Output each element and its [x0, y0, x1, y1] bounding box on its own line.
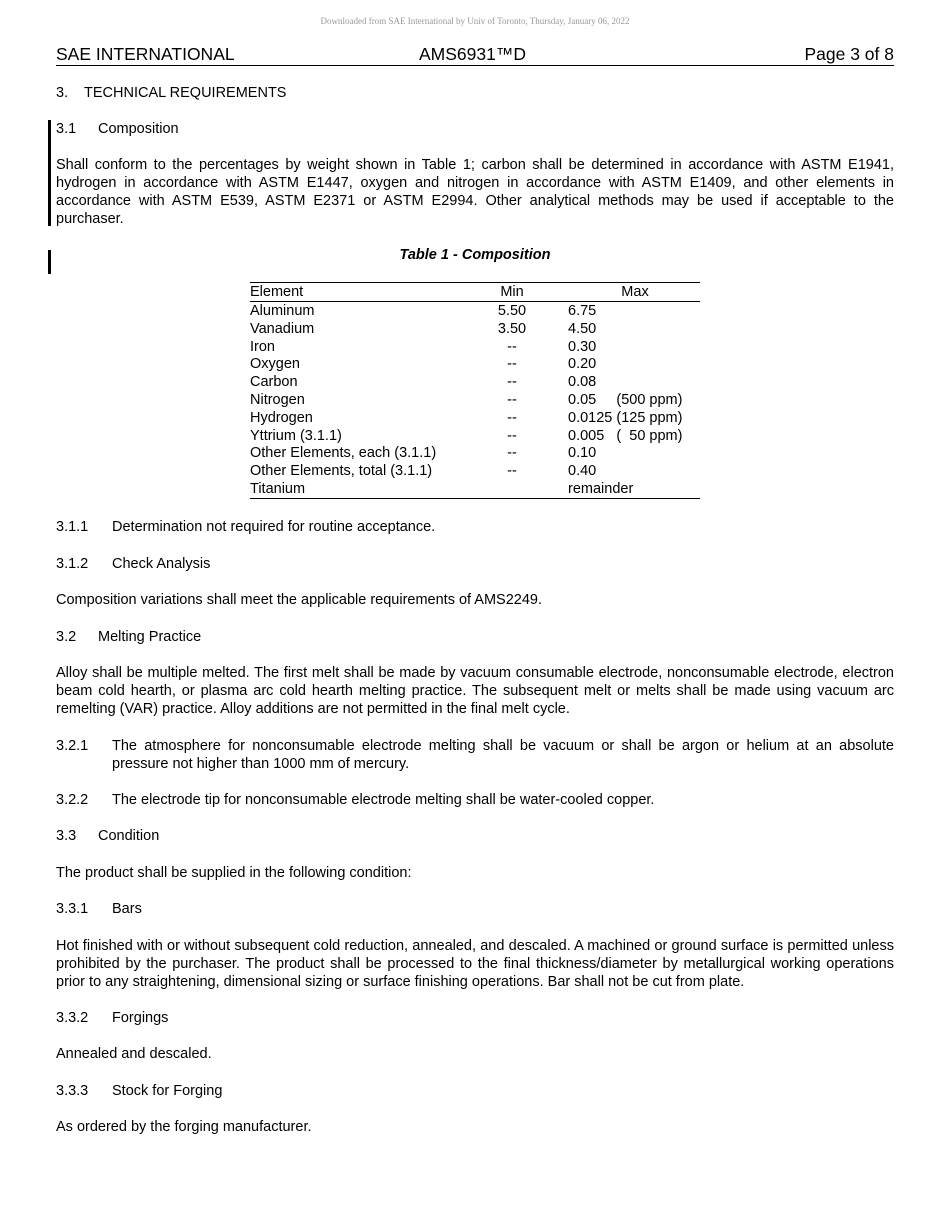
composition-table — [250, 282, 700, 499]
cell-min: 5.50 — [497, 303, 527, 319]
section-3-1-2-body: Composition variations shall meet the applicable requirements of AMS2249. — [56, 592, 543, 608]
cell-max: 6.75 — [568, 303, 597, 319]
revision-change-bar — [48, 120, 51, 226]
section-3-3-1-heading: 3.3.1 Bars — [56, 901, 142, 917]
section-3-1-body: Shall conform to the percentages by weight shown in Table 1; carbon shall be determined in accordance with ASTM E1941, hydrogen in accordance with ASTM E1447, oxygen and nitrogen in accordance with ASTM E1409, and other elements in accordance with ASTM E539, ASTM E2371 or ASTM E2994. Other analytical methods may be used if acceptable to the purchaser. — [56, 157, 894, 227]
section-3-3-2-body: Annealed and descaled. — [56, 1046, 212, 1062]
section-3-3-body: The product shall be supplied in the following condition: — [56, 865, 412, 881]
cell-element: Vanadium — [250, 320, 315, 337]
cell-min: -- — [507, 374, 517, 391]
cell-element: Iron — [250, 338, 275, 355]
cell-element: Other Elements, total (3.1.1) — [250, 463, 433, 480]
column-header-max: Max — [621, 284, 649, 300]
table-row — [250, 302, 700, 320]
cell-min: -- — [507, 409, 517, 426]
cell-element: Aluminum — [250, 303, 315, 319]
section-3-2-heading: 3.2 Melting Practice — [56, 629, 202, 645]
table-row — [250, 338, 700, 356]
section-3-3-heading: 3.3 Condition — [56, 828, 160, 844]
section-3-1-1: 3.1.1 Determination not required for routine acceptance. — [56, 519, 436, 535]
section-3-1-heading: 3.1 Composition — [56, 121, 179, 137]
cell-element: Yttrium (3.1.1) — [250, 427, 342, 444]
cell-min: -- — [507, 445, 517, 462]
cell-max: 0.005 ( 50 ppm) — [568, 427, 683, 444]
table-row — [250, 409, 700, 427]
cell-min: -- — [507, 463, 517, 480]
column-header-element: Element — [250, 284, 304, 300]
header-document-id: AMS6931™D — [419, 44, 526, 64]
table-row — [250, 462, 700, 480]
cell-max: 0.10 — [568, 445, 597, 462]
cell-min: -- — [507, 427, 517, 444]
section-3-3-2-heading: 3.3.2 Forgings — [56, 1010, 169, 1026]
table-row — [250, 320, 700, 338]
cell-max: 0.40 — [568, 463, 597, 480]
table-1-caption: Table 1 - Composition — [399, 247, 551, 263]
cell-max: 0.30 — [568, 338, 597, 355]
section-3-3-1-body: Hot finished with or without subsequent cold reduction, annealed, and descaled. A machined or ground surface is permitted unless prohibited by the purchaser. The product shall be processed to the final thickness/diameter by metallurgical working operations prior to any straightening, dimensional sizing or surface finishing operations. Bar shall not be cut from plate. — [56, 938, 894, 990]
header-page-number: Page 3 of 8 — [804, 44, 894, 64]
cell-min: -- — [507, 338, 517, 355]
header-organization: SAE INTERNATIONAL — [56, 44, 235, 64]
table-row — [250, 355, 700, 373]
cell-element: Hydrogen — [250, 409, 313, 426]
cell-max: 0.0125 (125 ppm) — [568, 409, 683, 426]
cell-element: Carbon — [250, 374, 298, 391]
table-row — [250, 373, 700, 391]
section-3-2-1-body: The atmosphere for nonconsumable electrode melting shall be vacuum or shall be argon or helium at an absolute pressure not higher than 1000 mm of mercury. — [112, 738, 894, 772]
section-3-3-3-heading: 3.3.3 Stock for Forging — [56, 1083, 223, 1099]
cell-min: 3.50 — [497, 320, 527, 337]
section-3-2-2: 3.2.2 The electrode tip for nonconsumable electrode melting shall be water-cooled copper. — [56, 792, 655, 808]
column-header-min: Min — [500, 284, 524, 300]
section-3-2-1-number: 3.2.1 — [56, 738, 89, 754]
cell-element: Titanium — [250, 480, 306, 497]
page-header — [56, 44, 894, 66]
cell-max: 0.05 (500 ppm) — [568, 391, 683, 408]
section-3-heading: 3. TECHNICAL REQUIREMENTS — [56, 85, 287, 101]
cell-max: remainder — [568, 480, 634, 497]
cell-element: Oxygen — [250, 356, 300, 373]
table-row — [250, 444, 700, 462]
cell-max: 0.08 — [568, 374, 597, 391]
table-header-row — [250, 283, 700, 302]
cell-element: Nitrogen — [250, 391, 305, 408]
table-row — [250, 391, 700, 409]
download-notice: Downloaded from SAE International by Univ of Toronto, Thursday, January 06, 2022 — [320, 16, 630, 26]
section-3-1-2-heading: 3.1.2 Check Analysis — [56, 556, 211, 572]
cell-max: 0.20 — [568, 356, 597, 373]
section-3-2-body: Alloy shall be multiple melted. The first melt shall be made by vacuum consumable electrode, nonconsumable electrode, electron beam cold hearth, or plasma arc cold hearth melting practice. The subsequent melt or melts shall be made using vacuum arc remelting (VAR) practice. Alloy additions are not permitted in the final melt cycle. — [56, 665, 894, 717]
cell-element: Other Elements, each (3.1.1) — [250, 445, 437, 462]
table-row — [250, 480, 700, 498]
cell-max: 4.50 — [568, 320, 597, 337]
table-row — [250, 427, 700, 445]
section-3-3-3-body: As ordered by the forging manufacturer. — [56, 1119, 312, 1135]
cell-min: -- — [507, 356, 517, 373]
cell-min: -- — [507, 391, 517, 408]
